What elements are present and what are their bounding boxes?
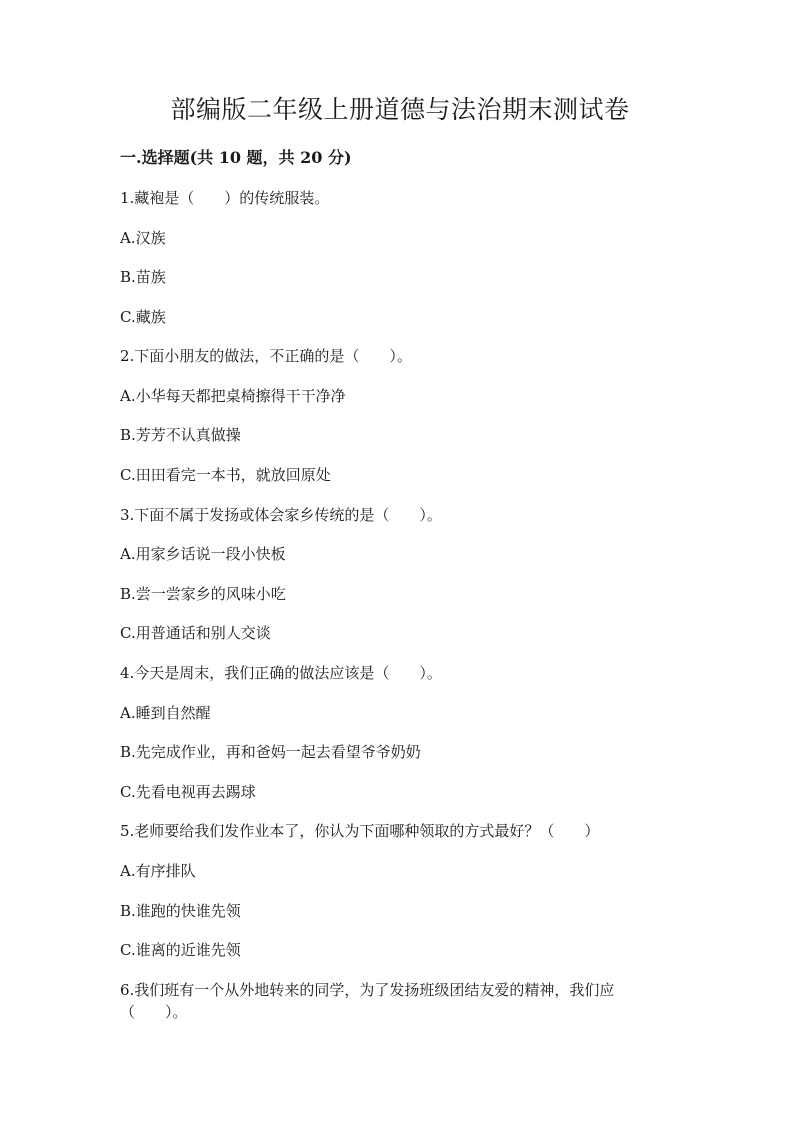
question-6-stem-continued: （ ）。 <box>120 1003 188 1021</box>
question-2-option-a: A.小华每天都把桌椅擦得干干净净 <box>120 387 346 405</box>
question-1-option-c: C.藏族 <box>120 308 166 326</box>
question-3-option-a: A.用家乡话说一段小快板 <box>120 545 286 563</box>
question-4-option-c: C.先看电视再去踢球 <box>120 783 256 801</box>
question-3-stem: 3.下面不属于发扬或体会家乡传统的是（ ）。 <box>120 506 442 524</box>
question-4-option-b: B.先完成作业，再和爸妈一起去看望爷爷奶奶 <box>120 743 421 761</box>
question-5-stem: 5.老师要给我们发作业本了，你认为下面哪种领取的方式最好？（ ） <box>120 822 600 840</box>
question-3-option-c: C.用普通话和别人交谈 <box>120 624 271 642</box>
section-heading: 一.选择题(共 10 题，共 20 分) <box>120 148 352 167</box>
question-5-option-b: B.谁跑的快谁先领 <box>120 902 241 920</box>
question-5-option-a: A.有序排队 <box>120 862 196 880</box>
question-2-stem: 2.下面小朋友的做法，不正确的是（ ）。 <box>120 347 412 365</box>
question-1-option-a: A.汉族 <box>120 229 166 247</box>
question-1-option-b: B.苗族 <box>120 268 166 286</box>
question-2-option-c: C.田田看完一本书，就放回原处 <box>120 466 331 484</box>
exam-title: 部编版二年级上册道德与法治期末测试卷 <box>170 95 630 124</box>
question-4-stem: 4.今天是周末，我们正确的做法应该是（ ）。 <box>120 664 442 682</box>
question-1-stem: 1.藏袍是（ ）的传统服装。 <box>120 189 330 207</box>
question-4-option-a: A.睡到自然醒 <box>120 704 211 722</box>
question-2-option-b: B.芳芳不认真做操 <box>120 426 241 444</box>
question-5-option-c: C.谁离的近谁先领 <box>120 941 241 959</box>
question-3-option-b: B.尝一尝家乡的风味小吃 <box>120 585 286 603</box>
question-6-stem: 6.我们班有一个从外地转来的同学，为了发扬班级团结友爱的精神，我们应 <box>120 981 615 999</box>
